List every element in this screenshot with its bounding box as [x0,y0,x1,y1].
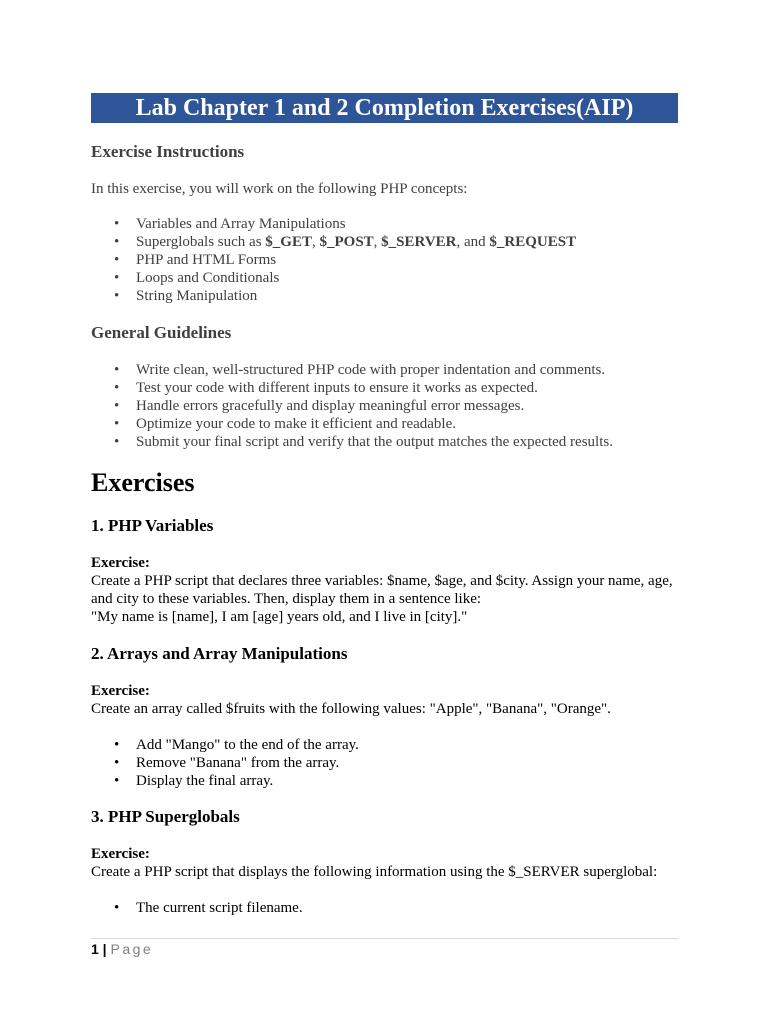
exercise-2-text: Create an array called $fruits with the following values: "Apple", "Banana", "Orange". [91,701,611,717]
list-item: • Variables and Array Manipulations [91,215,576,233]
page-footer [91,941,153,957]
concepts-list [91,215,576,305]
document-title: Lab Chapter 1 and 2 Completion Exercises(AIP) [91,93,678,123]
exercise-1-heading: 1. PHP Variables [91,516,214,535]
guidelines-list [91,361,613,451]
exercise-3-list [91,899,303,917]
page-separator: | [98,941,111,957]
list-item: • Handle errors gracefully and display meaningful error messages. [91,397,613,415]
list-item: • Write clean, well-structured PHP code with proper indentation and comments. [91,361,613,379]
list-item: • Display the final array. [91,772,359,790]
exercise-1-text-line-1: Create a PHP script that declares three variables: $name, $age, and $city. Assign your name, age, [91,573,673,589]
list-item: • Optimize your code to make it efficient and readable. [91,415,613,433]
list-item: • Remove "Banana" from the array. [91,754,359,772]
exercise-2-list [91,736,359,790]
page-label: Page [110,941,154,957]
guidelines-heading: General Guidelines [91,323,232,342]
footer-divider [91,938,678,939]
exercise-2-label: Exercise: [91,683,150,699]
list-item: • Test your code with different inputs to ensure it works as expected. [91,379,613,397]
exercise-1-text-line-2: and city to these variables. Then, display them in a sentence like: [91,591,482,607]
instructions-intro: In this exercise, you will work on the following PHP concepts: [91,181,468,197]
exercise-2-heading: 2. Arrays and Array Manipulations [91,644,348,663]
list-item: • Loops and Conditionals [91,269,576,287]
exercise-1-text-line-3: "My name is [name], I am [age] years old, and I live in [city]." [91,609,468,625]
instructions-heading: Exercise Instructions [91,142,245,161]
list-item-superglobals: • Superglobals such as $_GET, $_POST, $_SERVER, and $_REQUEST [91,233,576,251]
exercises-heading: Exercises [91,468,195,497]
list-item: • Submit your final script and verify that the output matches the expected results. [91,433,613,451]
list-item: • Add "Mango" to the end of the array. [91,736,359,754]
page-number: 1 [91,941,99,957]
exercise-3-label: Exercise: [91,846,150,862]
exercise-1-label: Exercise: [91,555,150,571]
list-item: • PHP and HTML Forms [91,251,576,269]
list-item: • String Manipulation [91,287,576,305]
list-item: • The current script filename. [91,899,303,917]
exercise-3-heading: 3. PHP Superglobals [91,807,240,826]
exercise-3-text: Create a PHP script that displays the following information using the $_SERVER superglobal: [91,864,658,880]
